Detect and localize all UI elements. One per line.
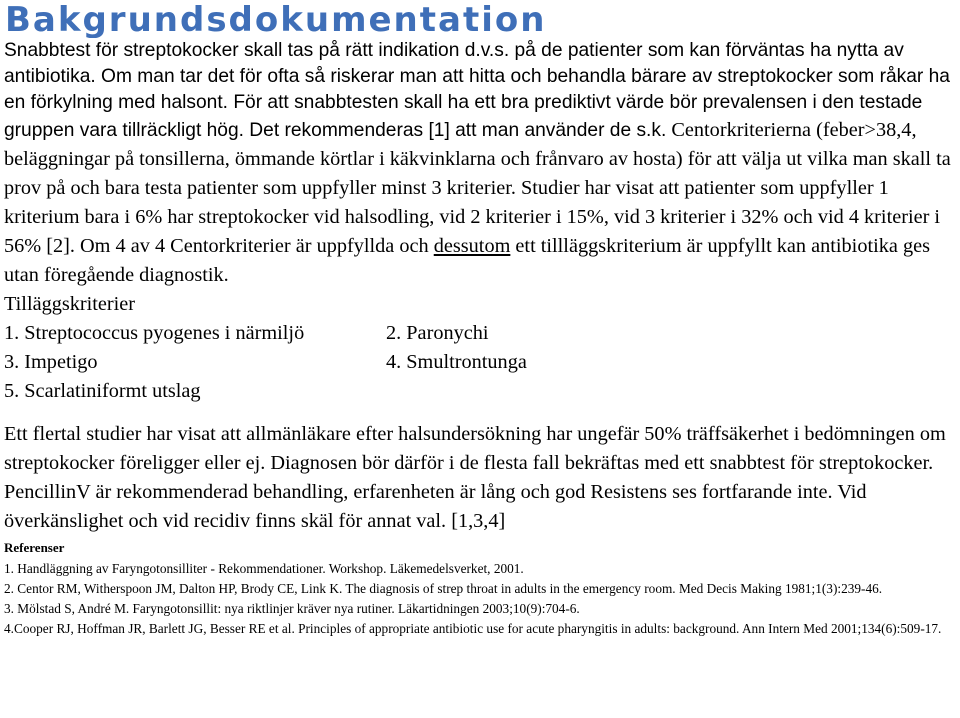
criteria-item: 3. Impetigo bbox=[4, 351, 98, 373]
criteria-row bbox=[4, 348, 956, 377]
references-heading: Referenser bbox=[4, 540, 65, 555]
criteria-list bbox=[4, 319, 956, 406]
criteria-item: 1. Streptococcus pyogenes i närmiljö bbox=[4, 322, 305, 344]
intro-text-serif-b: ett tillläggskriterium är uppfyllt kan antibiotika ges utan föregående diagnostik. bbox=[4, 235, 930, 286]
reference-item: 1. Handläggning av Faryngotonsilliter - Rekommendationer. Workshop. Läkemedelsverket, 2001. bbox=[4, 561, 524, 576]
intro-text-serif-a: Centorkriterierna (feber>38,4, beläggningar på tonsillerna, ömmande körtlar i käkvinklarna och frånvaro av hosta) för att välja ut vilka man skall ta prov på och bara testa patienter som uppfyller minst 3 kriterier. Studier har visat att patienter som uppfyller 1 kriterium bara i 6% har streptokocker vid halsodling, vid 2 kriterier i 15%, vid 3 kriterier i 32% och vid 4 kriterier i 56% [2]. Om 4 av 4 Centorkriterier är uppfyllda och bbox=[4, 119, 951, 257]
reference-item: 3. Mölstad S, André M. Faryngotonsillit: nya riktlinjer kräver nya rutiner. Läkartidningen 2003;10(9):704-6. bbox=[4, 601, 580, 616]
criteria-heading: Tilläggskriterier bbox=[4, 293, 136, 315]
criteria-row bbox=[4, 377, 956, 406]
diagnosis-paragraph: Ett flertal studier har visat att allmänläkare efter halsundersökning har ungefär 50% träffsäkerhet i bedömningen om streptokocker föreligger eller ej. Diagnosen bör därför i de flesta fall bekräftas med ett snabbtest för streptokocker. PencillinV är rekommenderad behandling, erfarenheten är lång och god Resistens ses fortfarande inte. Vid överkänslighet och vid recidiv finns skäl för annat val. [1,3,4] bbox=[4, 423, 946, 532]
criteria-item: 5. Scarlatiniformt utslag bbox=[4, 380, 201, 402]
intro-text-sans: Snabbtest för streptokocker skall tas på rätt indikation d.v.s. på de patienter som kan förväntas ha nytta av antibiotika. Om man tar det för ofta så riskerar man att hitta och behandla bärare av streptokocker som råkar ha en förkylning med halsont. För att snabbtesten skall ha ett bra prediktivt värde bör prevalensen i den testade gruppen vara tillräckligt hög. Det rekommenderas [1] att man använder de s.k. bbox=[4, 40, 950, 141]
criteria-item: 4. Smultrontunga bbox=[386, 351, 527, 373]
reference-item: 2. Centor RM, Witherspoon JM, Dalton HP, Brody CE, Link K. The diagnosis of strep throat in adults in the emergency room. Med Decis Making 1981;1(3):239-46. bbox=[4, 581, 883, 596]
reference-item: 4.Cooper RJ, Hoffman JR, Barlett JG, Besser RE et al. Principles of appropriate antibiotic use for acute pharyngitis in adults: background. Ann Intern Med 2001;134(6):509-17. bbox=[4, 621, 942, 636]
references-list bbox=[4, 560, 956, 637]
criteria-row bbox=[4, 319, 956, 348]
spacer bbox=[4, 406, 956, 420]
intro-text-underlined: dessutom bbox=[433, 235, 511, 257]
document-title: Bakgrundsdokumentation bbox=[5, 0, 547, 38]
criteria-item: 2. Paronychi bbox=[386, 322, 489, 344]
